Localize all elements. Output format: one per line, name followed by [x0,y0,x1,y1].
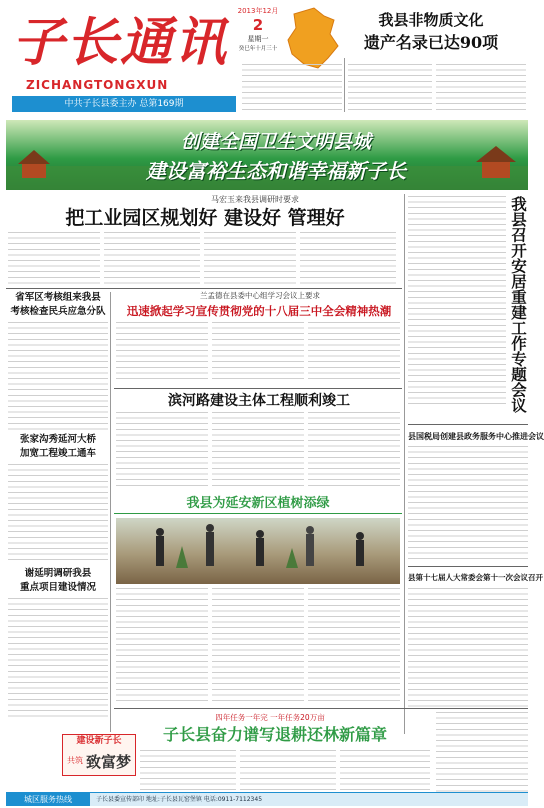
lead-col-1 [8,232,100,284]
left-col-divider [110,292,111,732]
road-col-2 [212,412,304,490]
promo-line-2: 共筑 [67,756,83,765]
promo-line-1: 建设新子长 [76,736,122,746]
planting-header-bar [114,494,402,514]
meeting-kicker: 兰孟德在县委中心组学习会议上要求 [200,291,320,300]
right-article-2-body [408,446,528,562]
meeting-col-3 [308,322,400,382]
date-day: 2 [252,16,264,34]
top-story-col1 [242,64,342,112]
footer-hotline-label: 城区服务热线 [6,793,90,806]
date-weekday: 星期一 [247,35,269,43]
right-article-3-headline: 县第十七届人大常委会第十一次会议召开 [408,573,543,582]
tree-planting-photo-icon [116,518,400,584]
planting-col-2 [212,588,304,704]
left-article-3-body [8,598,108,718]
bottom-col-4 [436,712,528,794]
planting-col-3 [308,588,400,704]
bottom-divider [114,708,528,709]
footer-bar [6,792,528,806]
lead-col-4 [300,232,396,284]
left-article-3-headline: 谢延明调研我县 [24,568,92,579]
road-col-1 [116,412,208,490]
bottom-col-2 [240,750,336,794]
banner-line-1: 创建全国卫生文明县城 [180,131,371,153]
right-divider-1 [408,424,528,425]
date-block [232,6,284,70]
left-article-2-headline-2: 加宽工程竣工通车 [19,448,96,459]
sponsor-ribbon: 中共子长县委主办 总第169期 [12,96,236,112]
promo-line-3: 致富梦 [85,753,131,771]
right-divider-2 [408,566,528,567]
left-article-2-headline: 张家沟秀延河大桥 [19,434,96,445]
bottom-kicker: 四年任务一年完 一年任务20万亩 [215,713,325,722]
lead-headline: 把工业园区规划好 建设好 管理好 [65,207,345,229]
top-headline: 我县非物质文化 [378,11,484,29]
planting-headline: 我县为延安新区植树添绿 [186,496,330,511]
masthead [6,4,530,116]
left-article-2-body [8,464,108,564]
date-year: 2013年12月 [237,7,279,15]
lead-col-3 [204,232,296,284]
left-article-1-headline: 省军区考核组来我县 [15,292,101,303]
right-article-3-body [408,588,528,708]
promo-box [62,734,136,776]
left-article-1-body [8,322,108,430]
meeting-col-2 [212,322,304,382]
meeting-headline: 迅速掀起学习宣传贯彻党的十八届三中全会精神热潮 [126,304,392,318]
masthead-divider [344,58,345,112]
civilization-banner [6,120,528,190]
masthead-logo: 子长通讯 [12,12,229,73]
road-col-3 [308,412,400,490]
road-headline: 滨河路建设主体工程顺利竣工 [168,393,350,409]
date-lunar: 癸巳年十月三十 [238,46,278,52]
planting-col-1 [116,588,208,704]
bottom-col-3 [340,750,430,794]
right-article-1-body [408,196,506,408]
right-col-divider [404,194,405,734]
lead-col-2 [104,232,200,284]
footer-info: 子长县委宣传部印 地址:子长县瓦窑堡镇 电话:0911-7112345 [96,796,263,803]
left-article-3-headline-2: 重点项目建设情况 [19,582,96,593]
top-headline-2: 遗产名录已达90项 [363,33,499,52]
bottom-col-1 [140,750,236,794]
left-article-1-headline-2: 考核检查民兵应急分队 [10,306,106,317]
right-article-2-headline: 县国税局创建县政务服务中心推进会议 [408,431,544,441]
lead-kicker: 马宏玉来我县调研时要求 [211,195,299,204]
lead-divider [6,288,402,289]
county-map-icon [284,6,340,72]
banner-line-2: 建设富裕生态和谐幸福新子长 [146,159,406,183]
masthead-pinyin: ZICHANGTONGXUN [26,78,169,92]
top-story-col2 [348,64,432,112]
meeting-divider [114,388,402,389]
right-article-1-headline: 我县召开安居重建工作专题会议 [509,196,528,413]
meeting-col-1 [116,322,208,382]
planting-photo [116,518,400,584]
top-story-col3 [436,64,526,112]
bottom-headline: 子长县奋力谱写退耕还林新篇章 [162,725,387,744]
